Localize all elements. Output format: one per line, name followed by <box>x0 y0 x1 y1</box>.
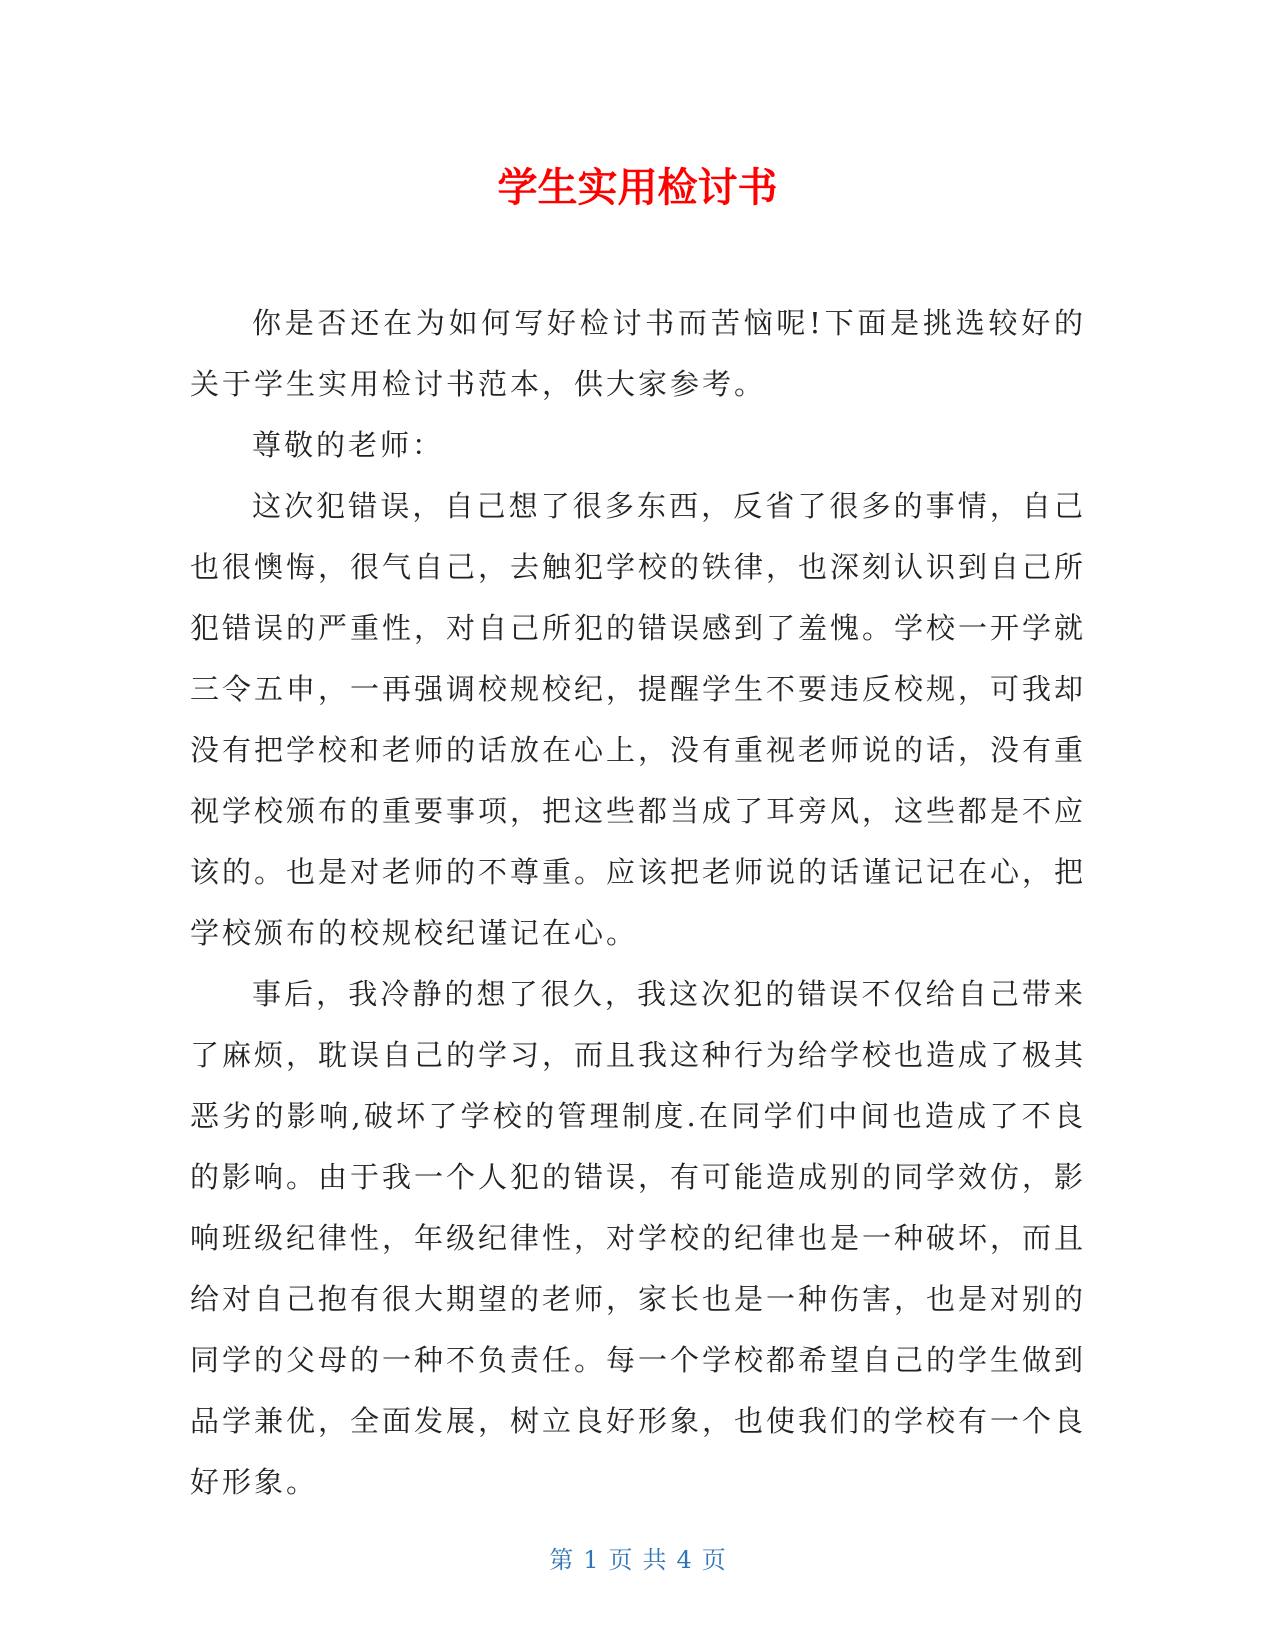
footer-suffix: 页 <box>701 1546 726 1574</box>
footer-page-label: 页 <box>608 1546 633 1574</box>
page-number-footer <box>0 1545 1275 1575</box>
document-body <box>190 293 1086 1513</box>
body-paragraph-2: 事后，我冷静的想了很久，我这次犯的错误不仅给自己带来了麻烦，耽误自己的学习，而且我这种行为给学校也造成了极其恶劣的影响,破坏了学校的管理制度.在同学们中间也造成了不良的影响。由于我一个人犯的错误，有可能造成别的同学效仿，影响班级纪律性，年级纪律性，对学校的纪律也是一种破坏，而且给对自己抱有很大期望的老师，家长也是一种伤害，也是对别的同学的父母的一种不负责任。每一个学校都希望自己的学生做到品学兼优，全面发展，树立良好形象，也使我们的学校有一个良好形象。 <box>190 977 1087 1499</box>
total-pages-number: 4 <box>676 1546 692 1574</box>
footer-total-label: 共 <box>642 1546 667 1574</box>
intro-paragraph: 你是否还在为如何写好检讨书而苦恼呢!下面是挑选较好的关于学生实用检讨书范本，供大家参考。 <box>190 306 1086 401</box>
body-paragraph-1: 这次犯错误，自己想了很多东西，反省了很多的事情，自己也很懊悔，很气自己，去触犯学校的铁律，也深刻认识到自己所犯错误的严重性，对自己所犯的错误感到了羞愧。学校一开学就三令五申，一再强调校规校纪，提醒学生不要违反校规，可我却没有把学校和老师的话放在心上，没有重视老师说的话，没有重视学校颁布的重要事项，把这些都当成了耳旁风，这些都是不应该的。也是对老师的不尊重。应该把老师说的话谨记记在心，把学校颁布的校规校纪谨记在心。 <box>190 489 1087 950</box>
salutation: 尊敬的老师： <box>252 428 445 462</box>
document-title: 学生实用检讨书 <box>497 165 778 211</box>
current-page-number: 1 <box>583 1546 599 1574</box>
footer-prefix: 第 <box>549 1546 574 1574</box>
